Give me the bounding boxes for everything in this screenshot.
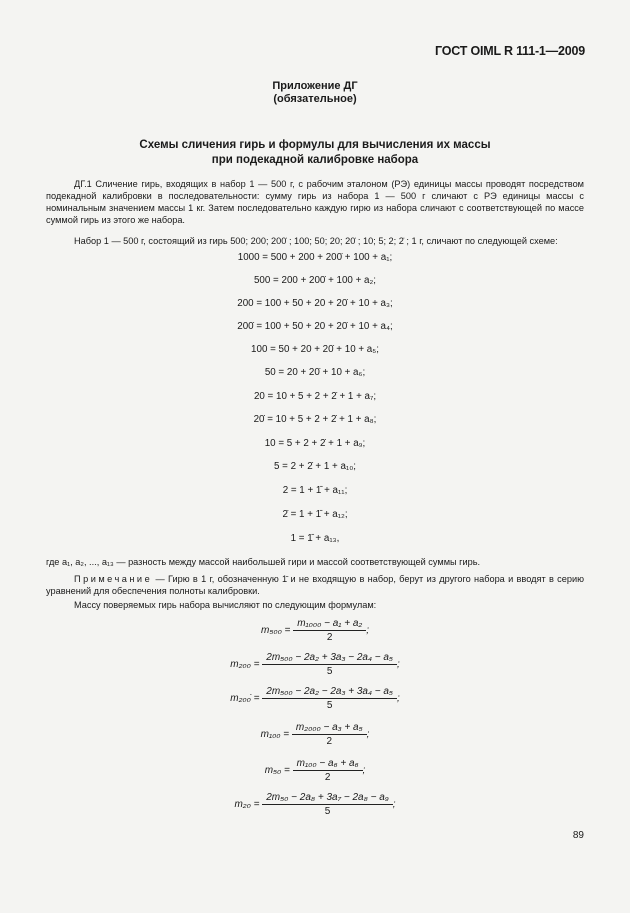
paragraph-set-text: Набор 1 — 500 г, состоящий из гирь 500; 200; 200̇ ; 100; 50; 20; 20̇ ; 10; 5; 2; 2̇ ; 1 г, сличают по следующей схеме: (74, 236, 558, 246)
formula-m200-dot (0, 686, 630, 711)
equation-1: 1000 = 500 + 200 + 200̇ + 100 + a₁; (237, 252, 393, 263)
fraction (293, 758, 363, 783)
equation-3: 200 = 100 + 50 + 20 + 20̇ + 10 + a₃; (237, 298, 393, 309)
fraction (262, 686, 397, 711)
where-line: где a₁, a₂, ..., a₁₃ — разность между массой наибольшей гири и массой соответствующей суммы гирь. (46, 557, 481, 567)
formula-end: ; (396, 693, 400, 704)
numerator: m₂₀₀₀ − a₃ + a₅ (292, 722, 367, 735)
formula-end: ; (366, 625, 369, 636)
formula-lhs: m₂₀₀ = (230, 659, 260, 670)
numerator: 2m₅₀₀ − 2a₂ + 3a₃ − 2a₄ − a₅ (262, 652, 397, 665)
fraction (262, 792, 393, 817)
equation-9: 10 = 5 + 2 + 2̇ + 1 + a₉; (264, 438, 366, 449)
formula-end: ; (366, 729, 370, 740)
formula-end: ; (362, 765, 366, 776)
equation-2: 500 = 200 + 200̇ + 100 + a₂; (253, 275, 377, 286)
formula-end: ; (392, 799, 396, 810)
formula-lhs: m₅₀ = (264, 765, 290, 776)
annex-line-2: (обязательное) (273, 93, 357, 105)
denominator: 2 (326, 736, 333, 747)
numerator: 2m₅₀ − 2a₈ + 3a₇ − 2a₈ − a₉ (262, 792, 393, 805)
formula-end: ; (396, 659, 400, 670)
equation-13: 1 = 1̄ + a₁₃, (290, 533, 340, 544)
numerator: 2m₅₀₀ − 2a₂ − 2a₃ + 3a₄ − a₅ (262, 686, 397, 699)
paragraph-dg1 (46, 178, 584, 226)
denominator: 5 (324, 806, 331, 817)
denominator: 5 (326, 700, 333, 711)
formula-lhs: m₂₀ = (234, 799, 260, 810)
formula-m100 (0, 722, 630, 747)
paragraph-formulas-intro (46, 599, 584, 611)
equation-10: 5 = 2 + 2̇ + 1 + a₁₀; (274, 461, 356, 472)
heading-line-1: Схемы сличения гирь и формулы для вычисления их массы (139, 139, 491, 151)
equation-12: 2̇ = 1 + 1̄ + a₁₂; (282, 509, 348, 520)
denominator: 2 (326, 632, 333, 643)
page-number: 89 (572, 830, 584, 841)
formula-lhs: m₅₀₀ = (261, 625, 291, 636)
equation-8: 20̇ = 10 + 5 + 2 + 2̇ + 1 + a₈; (253, 414, 377, 425)
denominator: 5 (326, 666, 333, 677)
note (46, 573, 584, 597)
fraction (262, 652, 397, 677)
formula-m20 (0, 792, 630, 817)
numerator: m₁₀₀ − a₆ + a₆ (293, 758, 363, 771)
paragraph-set (46, 235, 584, 247)
note-label: Примечание (74, 574, 153, 584)
section-heading (0, 138, 630, 168)
paragraph-dg1-text: ДГ.1 Сличение гирь, входящих в набор 1 — 500 г, с рабочим эталоном (РЭ) единицы массы проводят посредством подекадной калибровки в последовательности: сумму гирь из набора 1 — 500 г сличают с РЭ единицы массы с номинальным значением массы 1 кг. Затем последовательно каждую гирю из набора сличают с соответствующей по массе суммой гирь из этого же набора. (46, 179, 584, 225)
fraction (293, 618, 366, 643)
standard-designation: ГОСТ OIML R 111-1—2009 (435, 44, 585, 58)
annex-line-1: Приложение ДГ (272, 80, 358, 92)
denominator: 2 (324, 772, 331, 783)
equation-11: 2 = 1 + 1̄ + a₁₁; (282, 485, 348, 496)
note-text: — Гирю в 1 г, обозначенную 1̄ и не входящую в набор, берут из другого набора и вводят в серию уравнений для обеспечения полноты калибровки. (46, 574, 584, 596)
equation-6: 50 = 20 + 20̇ + 10 + a₆; (264, 367, 366, 378)
equation-7: 20 = 10 + 5 + 2 + 2̇ + 1 + a₇; (253, 391, 377, 402)
formula-m500 (0, 618, 630, 643)
equation-5: 100 = 50 + 20 + 20̇ + 10 + a₅; (251, 344, 379, 355)
heading-line-2: при подекадной калибровке набора (211, 154, 419, 166)
fraction (292, 722, 367, 747)
numerator: m₁₀₀₀ − a₁ + a₂ (293, 618, 366, 631)
formula-lhs: m₂₀₀̇ = (230, 693, 260, 704)
formula-m50 (0, 758, 630, 783)
formula-m200 (0, 652, 630, 677)
equation-4: 200̇ = 100 + 50 + 20 + 20̇ + 10 + a₄; (237, 321, 393, 332)
paragraph-formulas-intro-text: Массу поверяемых гирь набора вычисляют по следующим формулам: (74, 600, 377, 610)
formula-lhs: m₁₀₀ = (260, 729, 290, 740)
annex-title (0, 80, 630, 106)
